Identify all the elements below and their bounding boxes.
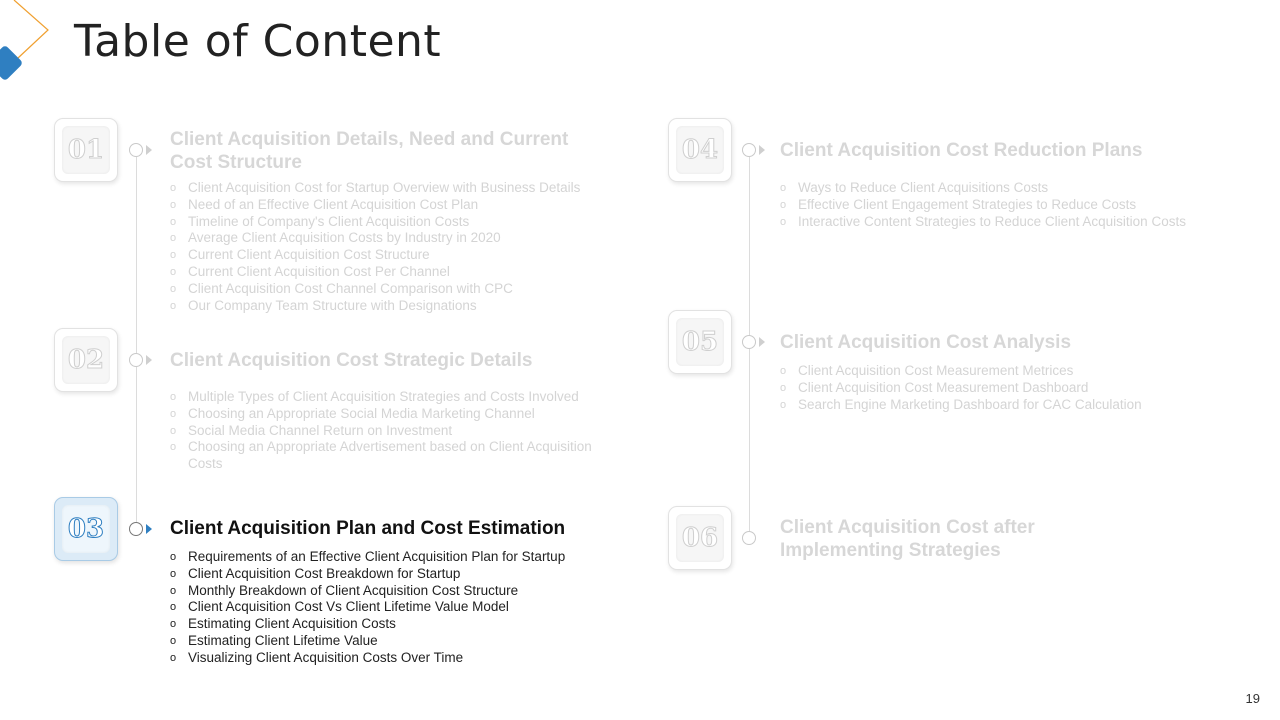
list-item[interactable]: o Average Client Acquisition Costs by Industry in 2020 — [170, 230, 630, 247]
list-item[interactable]: o Ways to Reduce Client Acquisitions Costs — [780, 180, 1260, 197]
section-number-box-active — [54, 497, 118, 561]
list-item[interactable]: o Client Acquisition Cost Breakdown for Startup — [170, 566, 630, 583]
section-number: 05 — [676, 318, 724, 366]
timeline-node-active — [129, 522, 143, 536]
timeline-node — [129, 353, 143, 367]
list-item[interactable]: o Multiple Types of Client Acquisition Strategies and Costs Involved — [170, 389, 620, 406]
list-item[interactable]: o Client Acquisition Cost for Startup Overview with Business Details — [170, 180, 630, 197]
section-title[interactable]: Client Acquisition Cost Strategic Details — [170, 350, 533, 371]
section-number-box — [668, 118, 732, 182]
corner-decoration — [0, 0, 60, 90]
section-item-list — [170, 180, 630, 314]
section-number: 02 — [62, 336, 110, 384]
list-item[interactable]: o Our Company Team Structure with Designations — [170, 298, 630, 315]
arrow-icon — [759, 337, 765, 347]
section-number-box — [54, 118, 118, 182]
list-item[interactable]: o Interactive Content Strategies to Reduce Client Acquisition Costs — [780, 214, 1260, 231]
list-item[interactable]: o Choosing an Appropriate Social Media Marketing Channel — [170, 406, 620, 423]
list-item[interactable]: o Need of an Effective Client Acquisition Cost Plan — [170, 197, 630, 214]
list-item[interactable]: o Client Acquisition Cost Measurement Dashboard — [780, 380, 1260, 397]
arrow-icon — [146, 355, 152, 365]
list-item[interactable]: o Client Acquisition Cost Vs Client Lifetime Value Model — [170, 599, 630, 616]
list-item[interactable]: o Effective Client Engagement Strategies to Reduce Costs — [780, 197, 1260, 214]
arrow-icon — [146, 524, 152, 534]
section-title[interactable]: Client Acquisition Cost Analysis — [780, 332, 1072, 353]
list-item[interactable]: o Requirements of an Effective Client Acquisition Plan for Startup — [170, 549, 630, 566]
section-number-box — [54, 328, 118, 392]
timeline-node — [742, 143, 756, 157]
list-item[interactable]: o Monthly Breakdown of Client Acquisition Cost Structure — [170, 583, 630, 600]
section-title[interactable]: Client Acquisition Cost after Implementing Strategies — [780, 517, 1035, 561]
list-item[interactable]: o Client Acquisition Cost Channel Comparison with CPC — [170, 281, 630, 298]
timeline-node — [742, 531, 756, 545]
section-number: 01 — [62, 126, 110, 174]
section-number-box — [668, 310, 732, 374]
section-title[interactable]: Client Acquisition Cost Reduction Plans — [780, 140, 1143, 161]
section-item-list — [170, 549, 630, 667]
section-title[interactable]: Client Acquisition Details, Need and Current Cost Structure — [170, 129, 569, 173]
list-item[interactable]: o Client Acquisition Cost Measurement Metrices — [780, 363, 1260, 380]
list-item[interactable]: o Estimating Client Lifetime Value — [170, 633, 630, 650]
arrow-icon — [146, 145, 152, 155]
section-number: 03 — [62, 505, 110, 553]
list-item[interactable]: o Current Client Acquisition Cost Per Channel — [170, 264, 630, 281]
section-item-list — [780, 180, 1260, 230]
timeline-line-left — [136, 157, 137, 529]
section-item-list — [170, 389, 620, 473]
section-number-box — [668, 506, 732, 570]
arrow-icon — [759, 145, 765, 155]
timeline-node — [129, 143, 143, 157]
list-item[interactable]: o Visualizing Client Acquisition Costs Over Time — [170, 650, 630, 667]
list-item[interactable]: o Choosing an Appropriate Advertisement based on Client Acquisition Costs — [170, 439, 620, 473]
list-item[interactable]: o Estimating Client Acquisition Costs — [170, 616, 630, 633]
list-item[interactable]: o Search Engine Marketing Dashboard for CAC Calculation — [780, 397, 1260, 414]
section-item-list — [780, 363, 1260, 413]
page-number: 19 — [1245, 691, 1260, 706]
section-number: 06 — [676, 514, 724, 562]
list-item[interactable]: o Timeline of Company's Client Acquisition Costs — [170, 214, 630, 231]
list-item[interactable]: o Social Media Channel Return on Investment — [170, 423, 620, 440]
section-number: 04 — [676, 126, 724, 174]
section-title-active[interactable]: Client Acquisition Plan and Cost Estimation — [170, 518, 566, 539]
page-title: Table of Content — [74, 16, 442, 67]
list-item[interactable]: o Current Client Acquisition Cost Structure — [170, 247, 630, 264]
timeline-node — [742, 335, 756, 349]
